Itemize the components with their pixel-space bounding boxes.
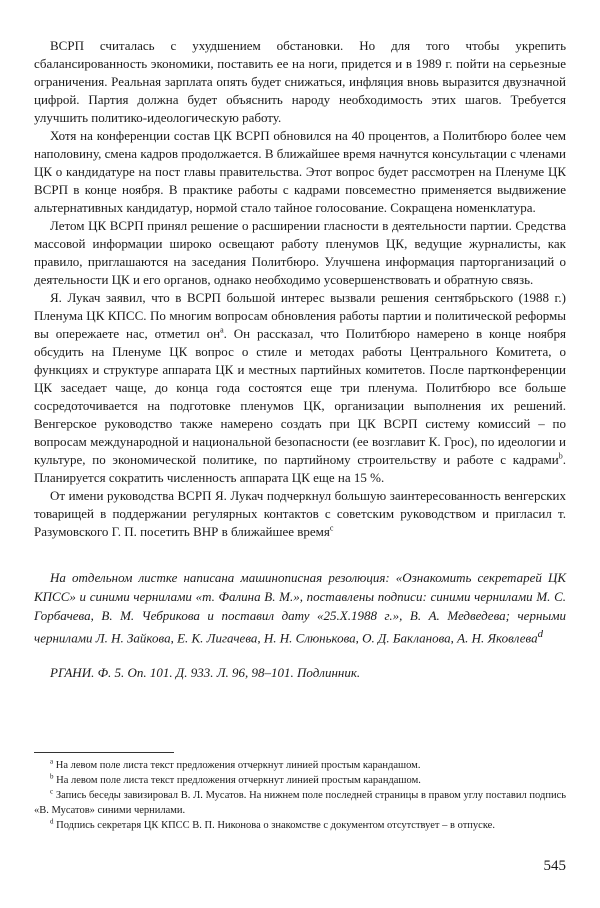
footnote-divider — [34, 752, 174, 753]
footnote-d-text: Подпись секретаря ЦК КПСС В. П. Никонова о знакомстве с документом отсутствует – в отпуске. — [56, 820, 495, 831]
archive-reference-text: РГАНИ. Ф. 5. Оп. 101. Д. 933. Л. 96, 98–101. Подлинник. — [50, 665, 361, 680]
paragraph-4-part-2: . Он рассказал, что Политбюро намерено в конце ноября обсудить на Пленуме ЦК вопрос о стиле и методах работы Центрального Комитета, о функциях и структуре аппарата ЦК и местных партийных комитетов. После партконференции ЦК заседает чаще, до конца года состоятся еще три пленума. Политбюро все больше сосредоточивается на подготовке пленумов ЦК, организации выполнения их решений. Венгерское руководство также намерено создать при ЦК ВСРП систему комиссий – по вопросам международной и национальной безопасности (ее возглавит К. Грос), по идеологии и культуре, по экономической политике, по партийному строительству и работе с кадрами — [34, 326, 566, 467]
footnote-c-text: Запись беседы завизировал В. Л. Мусатов. На нижнем поле последней страницы в правом углу поставил подпись «В. Мусатов» синими чернилами. — [34, 790, 567, 816]
footnote-a — [34, 758, 566, 773]
footnote-ref-a: a — [220, 325, 224, 335]
footnote-ref-c: c — [329, 523, 334, 533]
paragraph-5-text: От имени руководства ВСРП Я. Лукач подчеркнул большую заинтересованность венгерских товарищей в поддержании регулярных контактов с советским руководством и пригласил т. Разумовского Г. П. посетить ВНР в ближайшее время — [34, 488, 566, 539]
footnote-mark-a: a — [50, 757, 54, 766]
footnote-c — [34, 788, 566, 818]
resolution-note — [34, 568, 566, 647]
paragraph-3: Летом ЦК ВСРП принял решение о расширении гласности в деятельности партии. Средства массовой информации широко освещают работу пленумов ЦК, ведущие журналисты, как правило, приглашаются на заседания Политбюро. Улучшена информация парторганизаций о деятельности ЦК и его органов, однако необходимо усовершенствовать и обратную связь. — [34, 218, 566, 287]
paragraph-5 — [34, 487, 566, 541]
footnote-b — [34, 773, 566, 788]
footnotes — [34, 758, 566, 833]
footnote-ref-b: b — [558, 451, 563, 461]
paragraph-4-part-1: Я. Лукач заявил, что в ВСРП большой интерес вызвали решения сентябрьского (1988 г.) Пленума ЦК КПСС. По многим вопросам обновления работы партии и политической реформы вы опережаете нас, отметил он — [34, 290, 566, 341]
paragraph-2: Хотя на конференции состав ЦК ВСРП обновился на 40 процентов, а Политбюро более чем наполовину, смена кадров продолжается. В ближайшее время начнутся консультации с членами ЦК о кандидатуре на пост главы правительства. Этот вопрос будет рассмотрен на Пленуме ЦК ВСРП в конце ноября. В практике работы с кадрами повсеместно применяется выдвижение альтернативных кандидатур, нормой стало тайное голосование. Сокращена номенклатура. — [34, 128, 566, 215]
footnote-a-text: На левом поле листа текст предложения отчеркнут линией простым карандашом. — [55, 760, 421, 771]
main-text — [34, 37, 566, 541]
paragraph-1: ВСРП считалась с ухудшением обстановки. Но для того чтобы укрепить сбалансированность экономики, поставить ее на ноги, придется и в 1989 г. пойти на серьезные ограничения. Реальная зарплата опять будет снижаться, инфляция вновь выразится двузначной цифрой. Партия должна будет объяснить народу необходимость этих шагов. Требуется улучшить политико-идеологическую работу. — [34, 38, 566, 125]
paragraph-4-part-3: . Планируется сократить численность аппарата ЦК еще на 15 %. — [34, 452, 566, 485]
footnote-mark-b: b — [50, 772, 54, 781]
resolution-text: На отдельном листке написана машинописная резолюция: «Ознакомить секретарей ЦК КПСС» и синими чернилами «т. Фалина В. М.», поставлены подписи: синими чернилами М. С. Горбачева, В. М. Чебрикова и поставил дату «25.X.1988 г.», В. А. Медведева; черными чернилами Л. Н. Зайкова, Е. К. Лигачева, Н. Н. Слюнькова, О. Д. Бакланова, А. Н. Яковлева — [34, 570, 566, 646]
footnote-mark-c: c — [50, 787, 54, 796]
resolution-paragraph — [34, 568, 566, 647]
footnote-mark-d: d — [50, 817, 54, 826]
footnote-d — [34, 818, 566, 833]
footnote-ref-d: d — [537, 628, 543, 640]
archive-reference — [34, 664, 566, 682]
page-number: 545 — [543, 858, 566, 874]
footnote-b-text: На левом поле листа текст предложения отчеркнут линией простым карандашом. — [56, 775, 421, 786]
paragraph-4 — [34, 289, 566, 487]
